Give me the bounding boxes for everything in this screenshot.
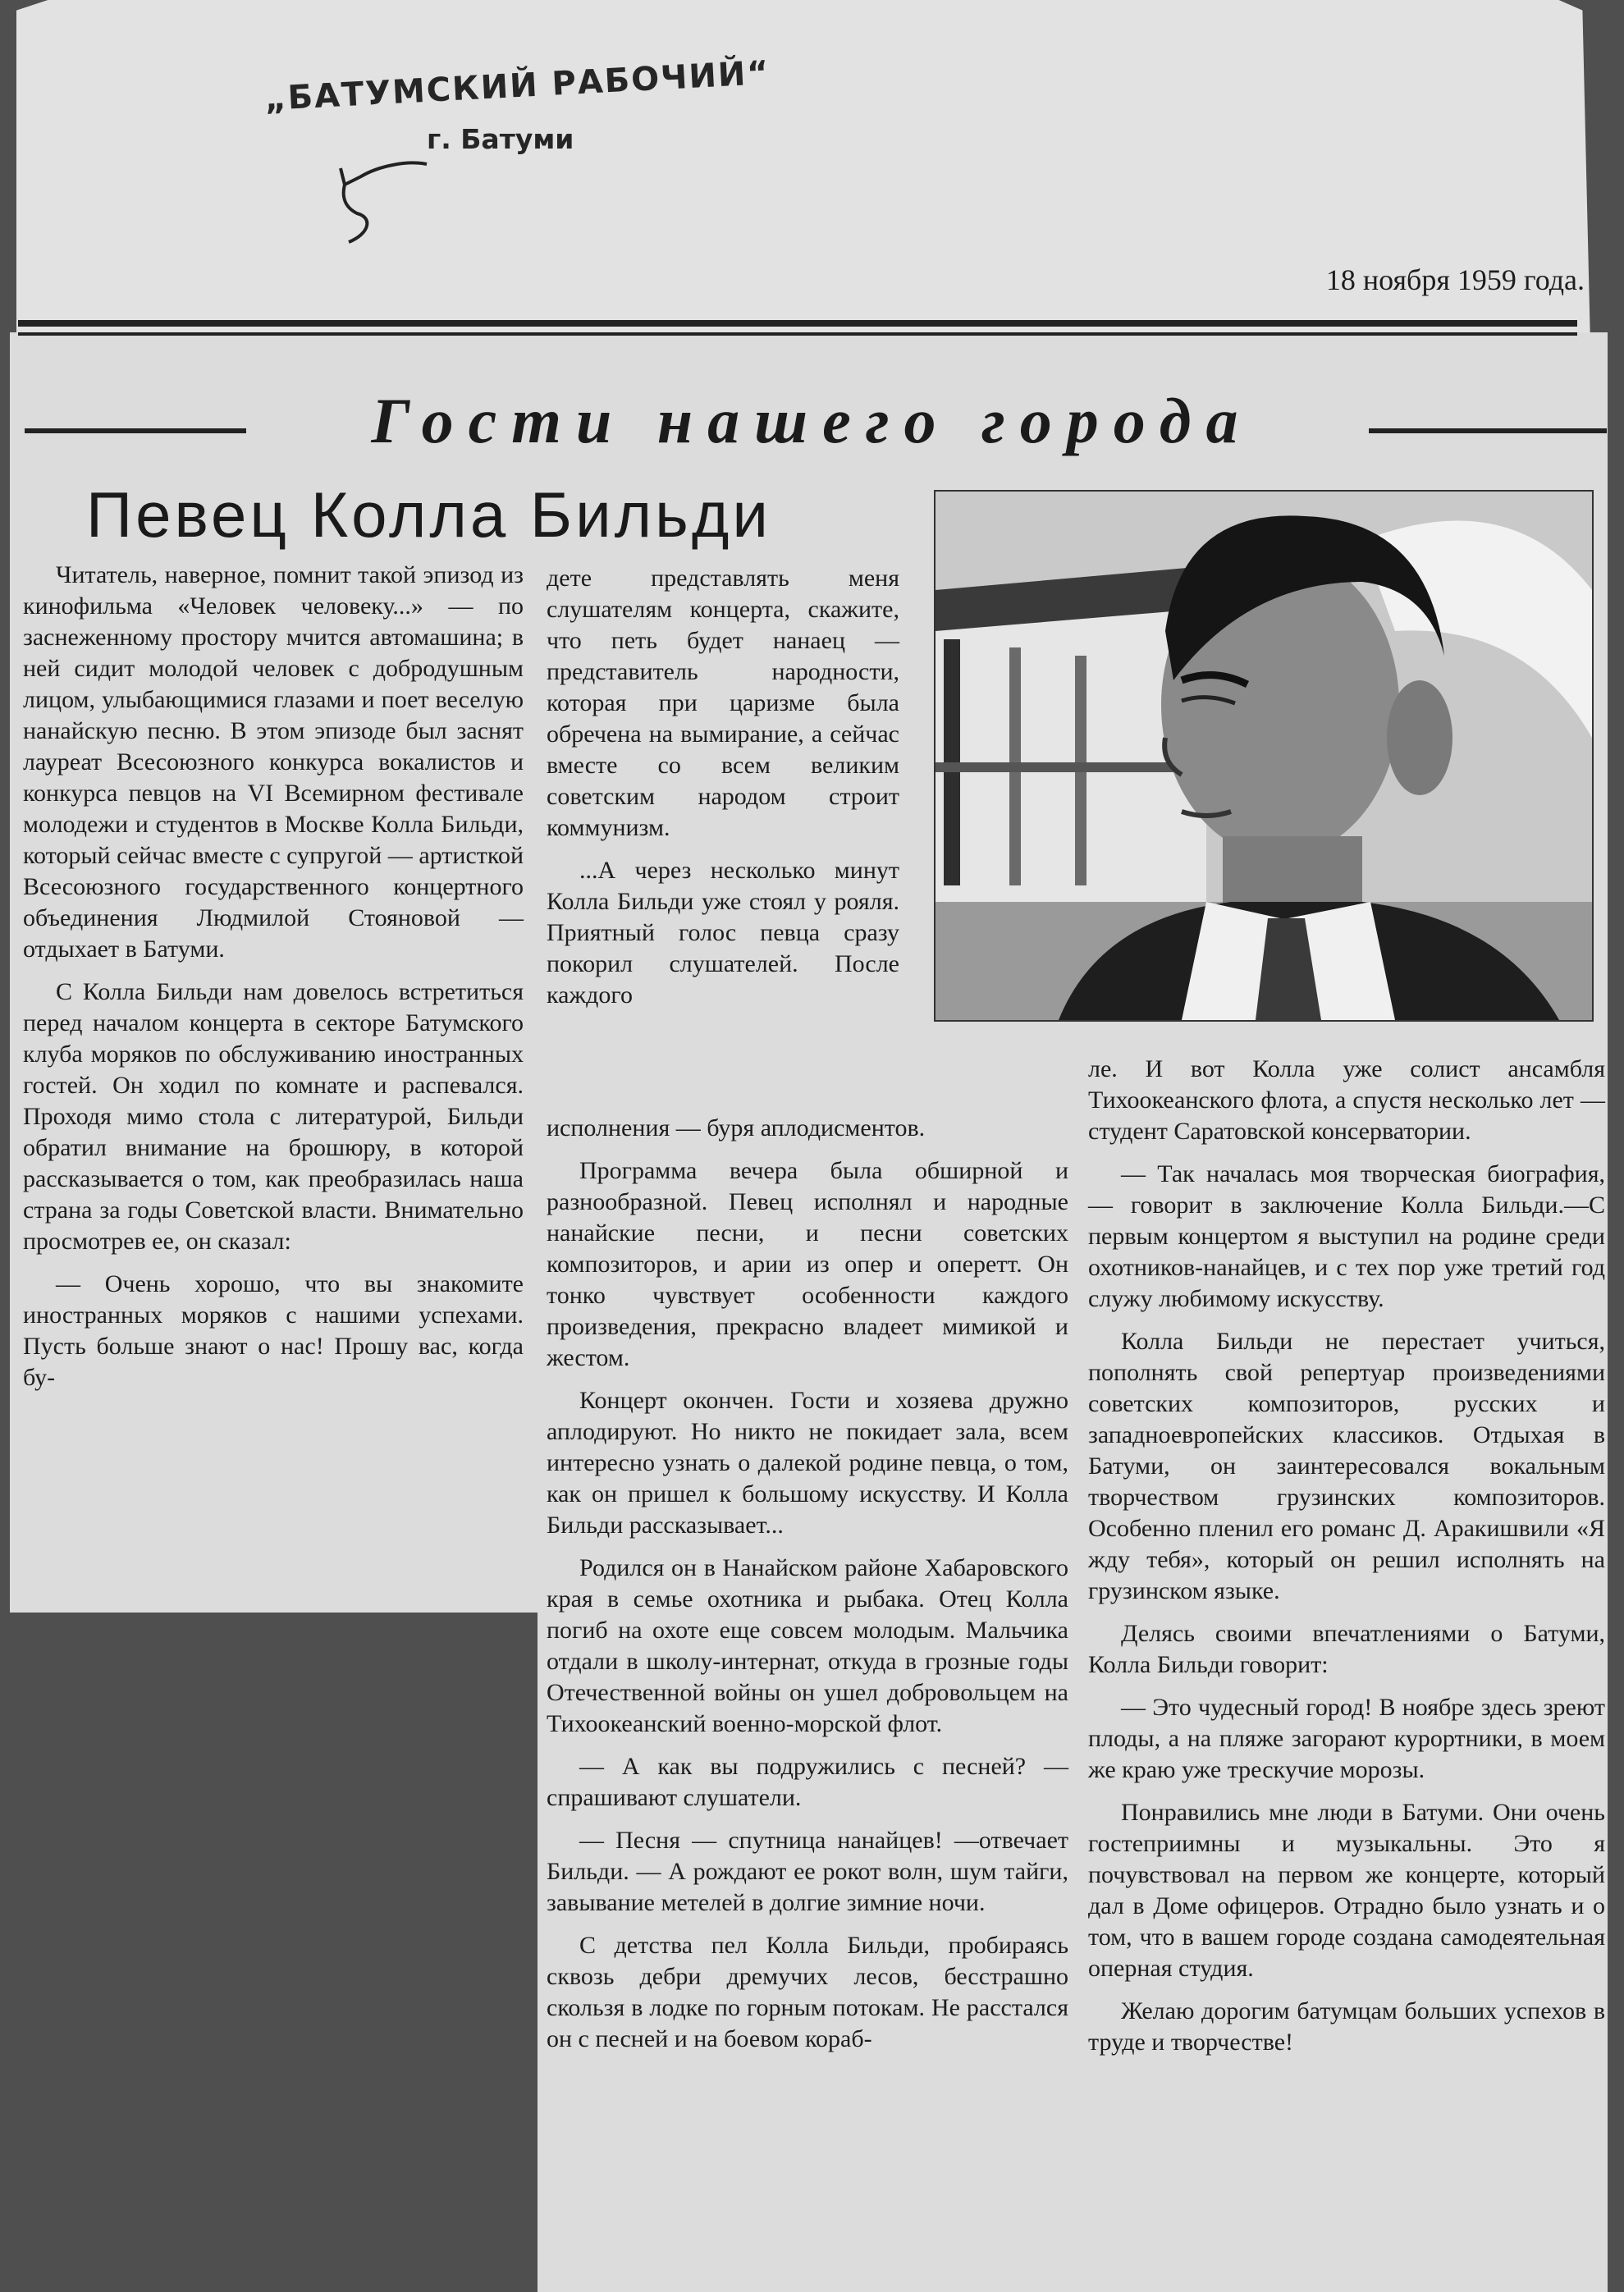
paragraph: Программа вечера была обширной и разнообразной. Певец исполнял и народные нанайские песни, и песни советских композиторов, и арии из опер и оперетт. Он тонко чувствует особенности каждого произведения, прекрасно владеет мимикой и жестом.	[547, 1157, 1068, 1371]
handwritten-mark-icon	[328, 152, 443, 250]
rubric-title: Гости нашего города	[355, 385, 1269, 456]
paragraph: Понравились мне люди в Батуми. Они очень гостеприимны и музыкальны. Это я почувствовал на первом же концерте, который дал в Доме офицеров. Отрадно было узнать и о том, что в вашем городе создана самодеятельная оперная студия.	[1088, 1799, 1605, 1982]
portrait-photo-icon	[936, 492, 1592, 1020]
paragraph: Желаю дорогим батумцам больших успехов в труде и творчестве!	[1088, 1997, 1605, 2056]
paragraph: дете представлять меня слушателям концерта, скажите, что петь будет нанаец — представитель народности, которая при царизме была обречена на вымирание, а сейчас вместе со всем великим советским народом строит коммунизм.	[547, 565, 899, 841]
header-rule-thick	[18, 320, 1577, 327]
portrait-photo	[934, 490, 1594, 1022]
paragraph: — А как вы подружились с песней? — спрашивают слушатели.	[547, 1753, 1068, 1811]
paragraph: исполнения — буря аплодисментов.	[547, 1114, 926, 1141]
article-column-2-top	[547, 563, 899, 1022]
paragraph: — Так началась моя творческая биография, — говорит в заключение Колла Бильди.—С первым концертом я выступил на родине среди охотников-нанайцев, и с тех пор уже третий год служу любимому искусству.	[1088, 1160, 1605, 1312]
paragraph: Читатель, наверное, помнит такой эпизод из кинофильма «Человек человеку...» — по заснеженному простору мчится автомашина; в ней сидит молодой человек с добродушным лицом, улыбающимися глазами и поет веселую нанайскую песню. В этом эпизоде был заснят лауреат Всесоюзного конкурса вокалистов и конкурса певцов на VI Всемирном фестивале молодежи и студентов в Москве Колла Бильди, который сейчас вместе с супругой — артисткой Всесоюзного государственного концертного объединения Людмилой Стояновой — отдыхает в Батуми.	[23, 561, 524, 963]
paragraph: Родился он в Нанайском районе Хабаровского края в семье охотника и рыбака. Отец Колла погиб на охоте еще совсем молодым. Мальчика отдали в школу-интернат, откуда в грозные годы Отечественной войны он ушел добровольцем на Тихоокеанский военно-морской флот.	[547, 1554, 1068, 1737]
article-column-1	[23, 560, 524, 1405]
paragraph: С детства пел Колла Бильди, пробираясь сквозь дебри дремучих лесов, бесстрашно скользя в лодке по горным потокам. Не расстался он с песней и на боевом кораб-	[547, 1932, 1068, 2052]
paragraph: ле. И вот Колла уже солист ансамбля Тихоокеанского флота, а спустя несколько лет — студент Саратовской консерватории.	[1088, 1055, 1605, 1145]
publication-date: 18 ноября 1959 года.	[1325, 263, 1585, 296]
paragraph: Делясь своими впечатлениями о Батуми, Колла Бильди говорит:	[1088, 1620, 1605, 1678]
header-rule-thin	[18, 332, 1577, 336]
paragraph: — Это чудесный город! В ноябре здесь зреют плоды, а на пляже загорают курортники, в моем же краю уже трескучие морозы.	[1088, 1694, 1605, 1783]
newspaper-name: „БАТУМСКИЙ РАБОЧИЙ“	[263, 53, 771, 119]
rubric-banner	[0, 384, 1624, 458]
paragraph: — Очень хорошо, что вы знакомите иностранных моряков с нашими успехами. Пусть больше знают о нас! Прошу вас, когда бу-	[23, 1270, 524, 1391]
article-headline: Певец Колла Бильди	[86, 478, 771, 551]
paragraph: С Колла Бильди нам довелось встретиться перед началом концерта в секторе Батумского клуба моряков по обслуживанию иностранных гостей. Он ходил по комнате и распевался. Проходя мимо стола с литературой, Бильди обратил внимание на брошюру, в которой рассказывается о том, как преобразилась наша страна за годы Советской власти. Внимательно просмотрев ее, он сказал:	[23, 978, 524, 1255]
article-column-2-bottom	[547, 1113, 1068, 2066]
paragraph: ...А через несколько минут Колла Бильди уже стоял у рояля. Приятный голос певца сразу покорил слушателей. После каждого	[547, 857, 899, 1009]
paragraph: — Песня — спутница нанайцев! —отвечает Бильди. — А рождают ее рокот волн, шум тайги, завывание метелей в долгие зимние ночи.	[547, 1827, 1068, 1916]
article-column-3	[1088, 1054, 1605, 2070]
paragraph: Концерт окончен. Гости и хозяева дружно аплодируют. Но никто не покидает зала, всем интересно узнать о далекой родине певца, о том, как он пришел к большому искусству. И Колла Бильди рассказывает...	[547, 1387, 1068, 1539]
paragraph: Колла Бильди не перестает учиться, пополнять свой репертуар произведениями советских композиторов, русских и западноевропейских классиков. Отдыхая в Батуми, он заинтересовался вокальным творчеством грузинских композиторов. Особенно пленил его романс Д. Аракишвили «Я жду тебя», который он решил исполнять на грузинском языке.	[1088, 1328, 1605, 1604]
newspaper-city: г. Батуми	[427, 123, 574, 155]
